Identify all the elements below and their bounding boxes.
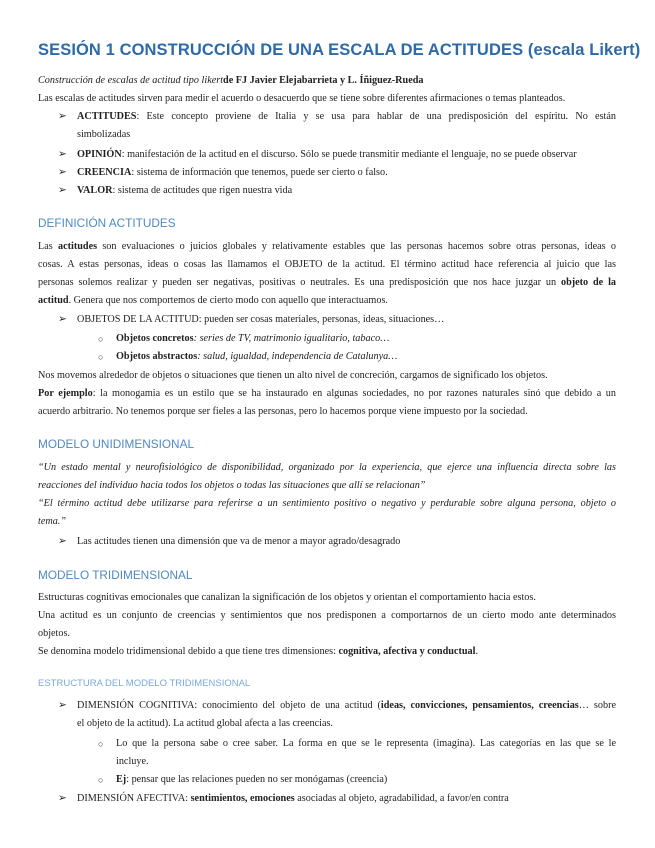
circle-bullet-icon: ○ [98,775,104,785]
quote-2a [38,495,616,513]
heading-unidimensional: MODELO UNIDIMENSIONAL [38,437,195,451]
bullet-actitudes [77,108,616,126]
heading-definicion: DEFINICIÓN ACTITUDES [38,216,176,230]
bullet-creencia-text: : sistema de información que tenemos, puede ser cierto o falso. [131,167,388,178]
def-term-actitudes: actitudes [58,241,98,252]
def-term-actitud: actitud [38,295,69,306]
bullet-opinion [77,146,616,164]
bullet-objetos: OBJETOS DE LA ACTITUD: pueden ser cosas materiales, personas, ideas, situaciones… [77,314,445,325]
reference-authors: de FJ Javier Elejabarrieta y L. Íñiguez-Rueda [223,75,424,86]
arrow-bullet-icon: ➢ [58,167,67,178]
quote-text: reacciones del individuo hacia todos los objetos o todas las situaciones que allí se relacionan” [38,480,426,491]
def-text: Las [38,241,58,252]
bullet-cognitiva [77,697,616,715]
def-line-1 [38,238,616,256]
term-concretos: Objetos concretos [116,333,194,344]
tri-line-1: Estructuras cognitivas emocionales que canalizan la significación de los objetos y orientan el comportamiento hacia estos. [38,592,536,603]
intro-paragraph: Las escalas de actitudes sirven para medir el acuerdo o desacuerdo que se tiene sobre diferentes afirmaciones o temas planteados. [38,93,566,104]
term-valor: VALOR [77,185,113,196]
reference-line [38,72,616,90]
arrow-bullet-icon: ➢ [58,314,67,325]
sub-objetos-concretos [116,330,616,348]
quote-1a [38,459,616,477]
sub-cognitiva-2 [116,771,616,789]
tri-line-4 [38,643,616,661]
heading-estructura: ESTRUCTURA DEL MODELO TRIDIMENSIONAL [38,678,251,689]
sub-objetos-abstractos [116,348,616,366]
def-text: . Genera que nos comportemos de cierto modo con aquello que interactuamos. [68,295,388,306]
def-term-objeto: objeto de la [560,277,617,288]
bullet-valor [77,182,616,200]
term-creencia: CREENCIA [77,167,132,178]
term-actitudes: ACTITUDES [77,111,137,122]
concretos-text: : series de TV, matrimonio igualitario, tabaco… [193,333,390,344]
arrow-bullet-icon: ➢ [58,149,67,160]
afe-text: DIMENSIÓN AFECTIVA: [77,793,191,804]
term-cognitiva: ideas, convicciones, pensamientos, creencias [380,700,579,711]
quote-1b [38,477,616,495]
reference-title: Construcción de escalas de actitud tipo likert [38,75,224,86]
arrow-bullet-icon: ➢ [58,111,67,122]
term-ej: Ej [116,774,127,785]
sub-cognitiva-1: Lo que la persona sabe o cree saber. La forma en que se le representa (imagina). Las categorías en las que se le [116,738,616,749]
arrow-bullet-icon: ➢ [58,793,67,804]
ej-text: : pensar que las relaciones pueden no ser monógamas (creencia) [126,774,388,785]
circle-bullet-icon: ○ [98,352,104,362]
def-line-5: Nos movemos alrededor de objetos o situaciones que tienen un alto nivel de concreción, cargamos de significado los objetos. [38,370,548,381]
bullet-actitudes-cont: simbolizadas [77,129,131,140]
tri-line-2: Una actitud es un conjunto de creencias y sentimientos que nos predisponen a comportarnos de un cierto modo ante determinados [38,610,616,621]
quote-text: “El término actitud debe utilizarse para referirse a un sentimiento positivo o negativo y perdurable sobre alguna persona, objeto o [38,498,616,509]
bullet-opinion-text: : manifestación de la actitud en el discurso. Sólo se puede transmitir mediante el lenguaje, no se puede observar [121,149,577,160]
sub-cognitiva-1-cont: incluye. [116,756,149,767]
quote-text: “Un estado mental y neurofisiológico de disponibilidad, organizado por la experiencia, que ejerce una influencia directa sobre las [38,462,616,473]
quote-2b [38,513,616,531]
cog-text: DIMENSIÓN COGNITIVA: conocimiento del objeto de una actitud ( [77,700,381,711]
tri-text: . [475,646,478,657]
bullet-creencia [77,164,616,182]
arrow-bullet-icon: ➢ [58,185,67,196]
def-line-6 [38,385,616,403]
term-abstractos: Objetos abstractos [116,351,198,362]
term-afectiva: sentimientos, emociones [190,793,295,804]
def-text: personas solemos realizar y pueden ser negativas, positivas o neutrales. Es una predisposición que nos hace juzgar un [38,277,561,288]
afe-text: asociadas al objeto, agradabilidad, a favor/en contra [294,793,509,804]
def-text: son evaluaciones o juicios globales y relativamente estables que las personas hacemos sobre otras personas, ideas o [97,241,616,252]
arrow-bullet-icon: ➢ [58,700,67,711]
def-line-7: acuerdo arbitrario. No tenemos porque ser fieles a las personas, pero lo hacemos porque viene impuesto por la sociedad. [38,406,528,417]
bullet-valor-text: : sistema de actitudes que rigen nuestra vida [112,185,293,196]
def-text: : la monogamia es un estilo que se ha instaurado en algunas sociedades, no por razones naturales sinó que debido a un [92,388,616,399]
def-line-4 [38,292,616,310]
heading-tridimensional: MODELO TRIDIMENSIONAL [38,568,193,582]
bullet-cognitiva-cont: el objeto de la actitud). La actitud global afecta a las creencias. [77,718,333,729]
quote-text: tema.” [38,516,67,527]
tri-text: Se denomina modelo tridimensional debido a que tiene tres dimensiones: [38,646,339,657]
circle-bullet-icon: ○ [98,739,104,749]
arrow-bullet-icon: ➢ [58,536,67,547]
circle-bullet-icon: ○ [98,334,104,344]
abstractos-text: : salud, igualdad, independencia de Catalunya… [197,351,398,362]
bullet-dimension: Las actitudes tienen una dimensión que va de menor a mayor agrado/desagrado [77,536,401,547]
bullet-afectiva [77,790,616,808]
tri-line-3: objetos. [38,628,70,639]
term-opinion: OPINIÓN [77,149,122,160]
cog-text: … sobre [578,700,616,711]
bullet-actitudes-text: : Este concepto proviene de Italia y se usa para hablar de una predisposición del espíritu. No están [136,111,616,122]
term-por-ejemplo: Por ejemplo [38,388,93,399]
def-line-2: cosas. A estas personas, ideas o cosas las llamamos el OBJETO de la actitud. El término actitud hace referencia al juicio que las [38,259,616,270]
page-title: SESIÓN 1 CONSTRUCCIÓN DE UNA ESCALA DE ACTITUDES (escala Likert) [38,41,641,59]
def-line-3 [38,274,616,292]
term-dimensiones: cognitiva, afectiva y conductual [338,646,476,657]
